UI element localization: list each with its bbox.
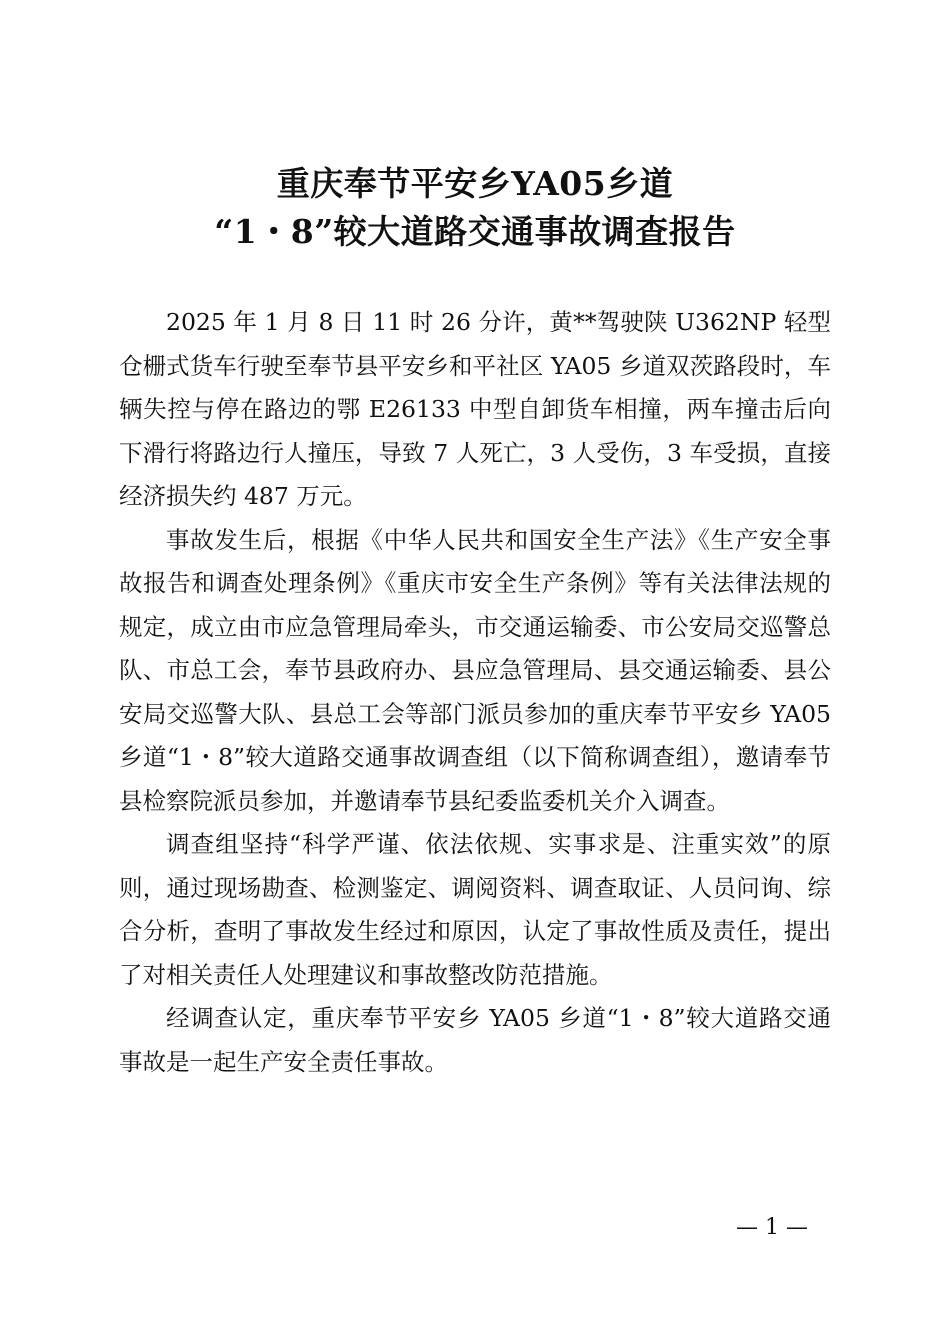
paragraph-3: 调查组坚持“科学严谨、依法依规、实事求是、注重实效”的原则，通过现场勘查、检测鉴定、调阅资料、调查取证、人员问询、综合分析，查明了事故发生经过和原因，认定了事故性质及责任，提出了对相关责任人处理建议和事故整改防范措施。: [119, 830, 831, 989]
paragraph-4: 经调查认定，重庆奉节平安乡 YA05 乡道“1・8”较大道路交通事故是一起生产安全责任事故。: [119, 1004, 831, 1076]
document-body: [119, 301, 831, 1084]
title-line-2: “1・8”较大道路交通事故调查报告: [214, 212, 736, 251]
paragraph-1: 2025 年 1 月 8 日 11 时 26 分许，黄**驾驶陕 U362NP 轻型仓栅式货车行驶至奉节县平安乡和平社区 YA05 乡道双茨路段时，车辆失控与停在路边的鄂 E26133 中型自卸货车相撞，两车撞击后向下滑行将路边行人撞压，导致 7 人死亡，3 人受伤，3 车受损，直接经济损失约 487 万元。: [119, 308, 831, 510]
title-line-1: 重庆奉节平安乡YA05乡道: [276, 164, 674, 203]
page-number: — 1 —: [736, 1215, 808, 1240]
document-title: [0, 160, 950, 256]
paragraph-2: 事故发生后，根据《中华人民共和国安全生产法》《生产安全事故报告和调查处理条例》《重庆市安全生产条例》等有关法律法规的规定，成立由市应急管理局牵头，市交通运输委、市公安局交巡警总队、市总工会，奉节县政府办、县应急管理局、县交通运输委、县公安局交巡警大队、县总工会等部门派员参加的重庆奉节平安乡 YA05 乡道“1・8”较大道路交通事故调查组（以下简称调查组），邀请奉节县检察院派员参加，并邀请奉节县纪委监委机关介入调查。: [119, 525, 831, 815]
